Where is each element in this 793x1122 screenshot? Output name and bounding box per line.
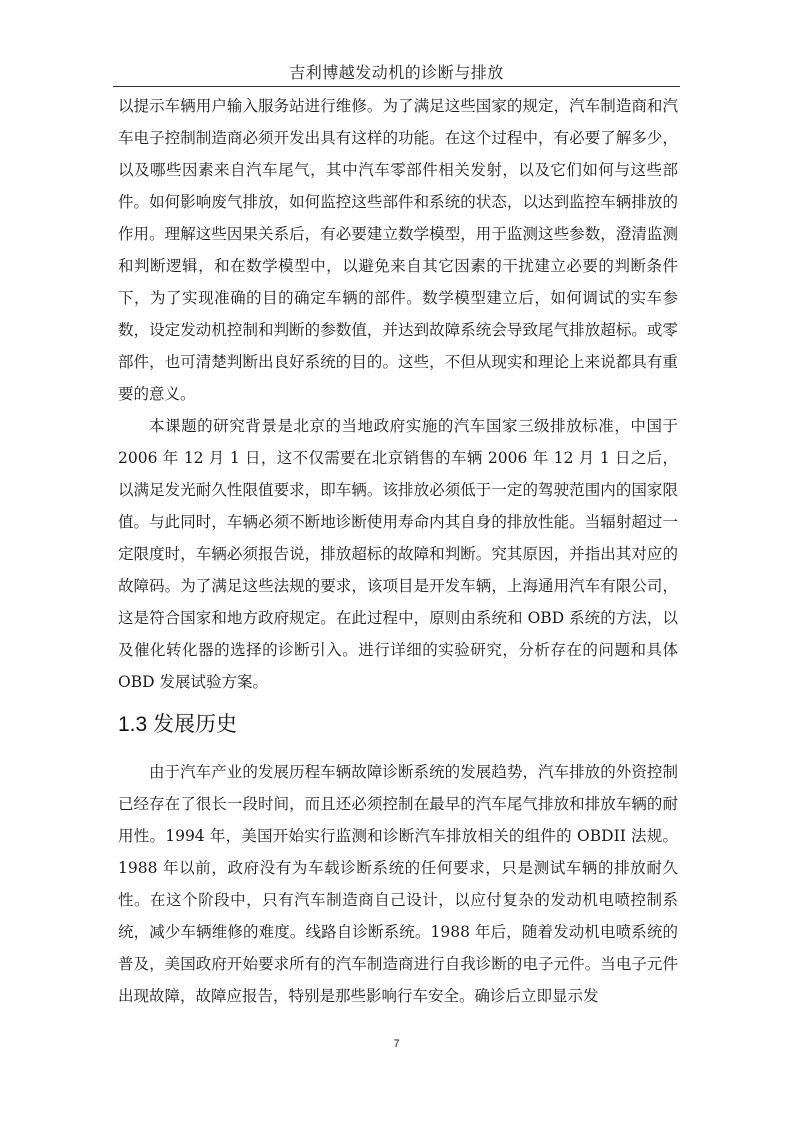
body-text-after-heading xyxy=(118,756,678,1012)
paragraph-continuation: 以提示车辆用户输入服务站进行维修。为了满足这些国家的规定，汽车制造商和汽车电子控制制造商必须开发出具有这样的功能。在这个过程中，有必要了解多少，以及哪些因素来自汽车尾气，其中汽车零部件相关发射，以及它们如何与这些部件。如何影响废气排放，如何监控这些部件和系统的状态，以达到监控车辆排放的作用。理解这些因果关系后，有必要建立数学模型，用于监测这些参数，澄清监测和判断逻辑，和在数学模型中，以避免来自其它因素的干扰建立必要的判断条件下，为了实现准确的目的确定车辆的部件。数学模型建立后，如何调试的实车参数，设定发动机控制和判断的参数值，并达到故障系统会导致尾气排放超标。或零部件，也可清楚判断出良好系统的目的。这些，不但从现实和理论上来说都具有重要的意义。 xyxy=(118,97,678,403)
page-number: 7 xyxy=(393,1038,400,1050)
header-divider xyxy=(113,86,680,87)
paragraph-research-background: 本课题的研究背景是北京的当地政府实施的汽车国家三级排放标准，中国于2006 年 12 月 1 日，这不仅需要在北京销售的车辆 2006 年 12 月 1 日之后，以满足发光耐久性限值要求，即车辆。该排放必须低于一定的驾驶范围内的国家限值。与此同时，车辆必须不断地诊断使用寿命内其自身的排放性能。当辐射超过一定限度时，车辆必须报告说，排放超标的故障和判断。究其原因，并指出其对应的故障码。为了满足这些法规的要求，该项目是开发车辆，上海通用汽车有限公司，这是符合国家和地方政府规定。在此过程中，原则由系统和 OBD 系统的方法，以及催化转化器的选择的诊断引入。进行详细的实验研究，分析存在的问题和具体 OBD 发展试验方案。 xyxy=(118,417,678,691)
running-header: 吉利博越发动机的诊断与排放 xyxy=(289,63,504,82)
section-heading: 1.3 发展历史 xyxy=(118,713,238,736)
body-text-before-heading xyxy=(118,90,678,698)
paragraph-history: 由于汽车产业的发展历程车辆故障诊断系统的发展趋势，汽车排放的外资控制已经存在了很长一段时间，而且还必须控制在最早的汽车尾气排放和排放车辆的耐用性。1994 年，美国开始实行监测和诊断汽车排放相关的组件的 OBDII 法规。1988 年以前，政府没有为车载诊断系统的任何要求，只是测试车辆的排放耐久性。在这个阶段中，只有汽车制造商自己设计，以应付复杂的发动机电喷控制系统，减少车辆维修的难度。线路自诊断系统。1988 年后，随着发动机电喷系统的普及，美国政府开始要求所有的汽车制造商进行自我诊断的电子元件。当电子元件出现故障，故障应报告，特别是那些影响行车安全。确诊后立即显示发 xyxy=(118,763,678,1005)
